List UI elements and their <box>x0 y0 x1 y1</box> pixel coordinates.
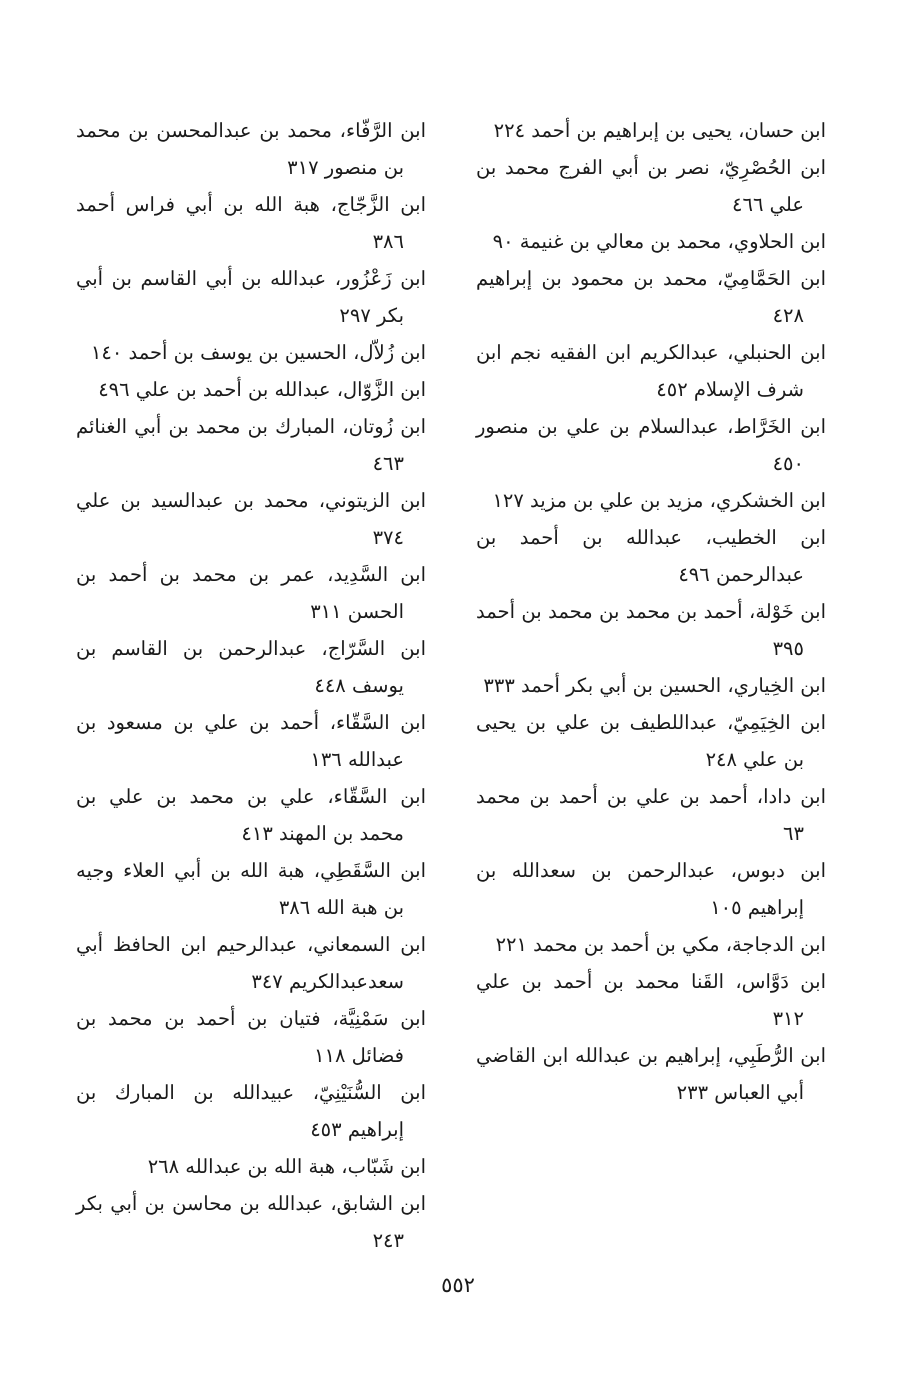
index-entry: ابن حسان، يحيى بن إبراهيم بن أحمد ٢٢٤ <box>493 119 826 142</box>
index-entry: ابن السَّرّاج، عبدالرحمن بن القاسم بن يوسف ٤٤٨ <box>76 637 426 697</box>
index-entry: ابن زُوتان، المبارك بن محمد بن أبي الغنائم ٤٦٣ <box>76 415 426 475</box>
index-entry: ابن الخطيب، عبدالله بن أحمد بن عبدالرحمن ٤٩٦ <box>476 526 826 586</box>
index-entry: ابن الحُصْرِيّ، نصر بن أبي الفرج محمد بن علي ٤٦٦ <box>476 156 826 216</box>
index-entry: ابن زُلاّل، الحسين بن يوسف بن أحمد ١٤٠ <box>90 341 426 364</box>
index-entry: ابن السَّقَطِي، هبة الله بن أبي العلاء وجيه بن هبة الله ٣٨٦ <box>76 859 426 919</box>
page-number: ٥٥٢ <box>441 1273 475 1297</box>
index-entry: ابن سَمْنِيَّة، فتيان بن أحمد بن محمد بن فضائل ١١٨ <box>76 1007 426 1067</box>
index-entry: ابن الرُّطَبِي، إبراهيم بن عبدالله ابن القاضي أبي العباس ٢٣٣ <box>476 1044 826 1104</box>
index-entry: ابن السُّنَيْنِيّ، عبيدالله بن المبارك بن إبراهيم ٤٥٣ <box>76 1081 426 1141</box>
index-entry: ابن السَّقّاء، أحمد بن علي بن مسعود بن عبدالله ١٣٦ <box>76 711 426 771</box>
index-entry: ابن الزَّجّاج، هبة الله بن أبي فراس أحمد ٣٨٦ <box>76 193 426 253</box>
index-entry: ابن الخَرَّاط، عبدالسلام بن علي بن منصور ٤٥٠ <box>476 415 826 475</box>
index-entry: ابن السَّقّاء، علي بن محمد بن علي بن محمد بن المهند ٤١٣ <box>76 785 426 845</box>
index-entry: ابن الرَّفّاء، محمد بن عبدالمحسن بن محمد بن منصور ٣١٧ <box>76 119 426 179</box>
index-entry: ابن زَعْزُور، عبدالله بن أبي القاسم بن أبي بكر ٢٩٧ <box>76 267 426 327</box>
index-column-right <box>476 112 826 1111</box>
index-entry: ابن دادا، أحمد بن علي بن أحمد بن محمد ٦٣ <box>476 785 826 845</box>
index-entry: ابن الزيتوني، محمد بن عبدالسيد بن علي ٣٧٤ <box>76 489 426 549</box>
index-entry: ابن الزَّوّال، عبدالله بن أحمد بن علي ٤٩٦ <box>98 378 426 401</box>
index-entry: ابن الخِياري، الحسين بن أبي بكر أحمد ٣٣٣ <box>483 674 826 697</box>
index-entry: ابن الحلاوي، محمد بن معالي بن غنيمة ٩٠ <box>492 230 826 253</box>
index-entry: ابن الدجاجة، مكي بن أحمد بن محمد ٢٢١ <box>495 933 826 956</box>
index-entry: ابن الحنبلي، عبدالكريم ابن الفقيه نجم ابن شرف الإسلام ٤٥٢ <box>476 341 826 401</box>
index-entry: ابن الخشكري، مزيد بن علي بن مزيد ١٢٧ <box>492 489 826 512</box>
index-entry: ابن دَوَّاس، القَنا محمد بن أحمد بن علي ٣١٢ <box>476 970 826 1030</box>
index-column-left <box>76 112 426 1259</box>
index-entry: ابن خَوْلة، أحمد بن محمد بن محمد بن أحمد ٣٩٥ <box>476 600 826 660</box>
index-entry: ابن شَبّاب، هبة الله بن عبدالله ٢٦٨ <box>147 1155 426 1178</box>
index-entry: ابن السَّدِيد، عمر بن محمد بن أحمد بن الحسن ٣١١ <box>76 563 426 623</box>
index-entry: ابن الخِيَمِيّ، عبداللطيف بن علي بن يحيى بن علي ٢٤٨ <box>476 711 826 771</box>
index-entry: ابن السمعاني، عبدالرحيم ابن الحافظ أبي سعدعبدالكريم ٣٤٧ <box>76 933 426 993</box>
index-entry: ابن الحَمَّامِيّ، محمد بن محمود بن إبراهيم ٤٢٨ <box>476 267 826 327</box>
index-entry: ابن دبوس، عبدالرحمن بن سعدالله بن إبراهيم ١٠٥ <box>476 859 826 919</box>
index-entry: ابن الشابق، عبدالله بن محاسن بن أبي بكر ٢٤٣ <box>76 1192 426 1252</box>
